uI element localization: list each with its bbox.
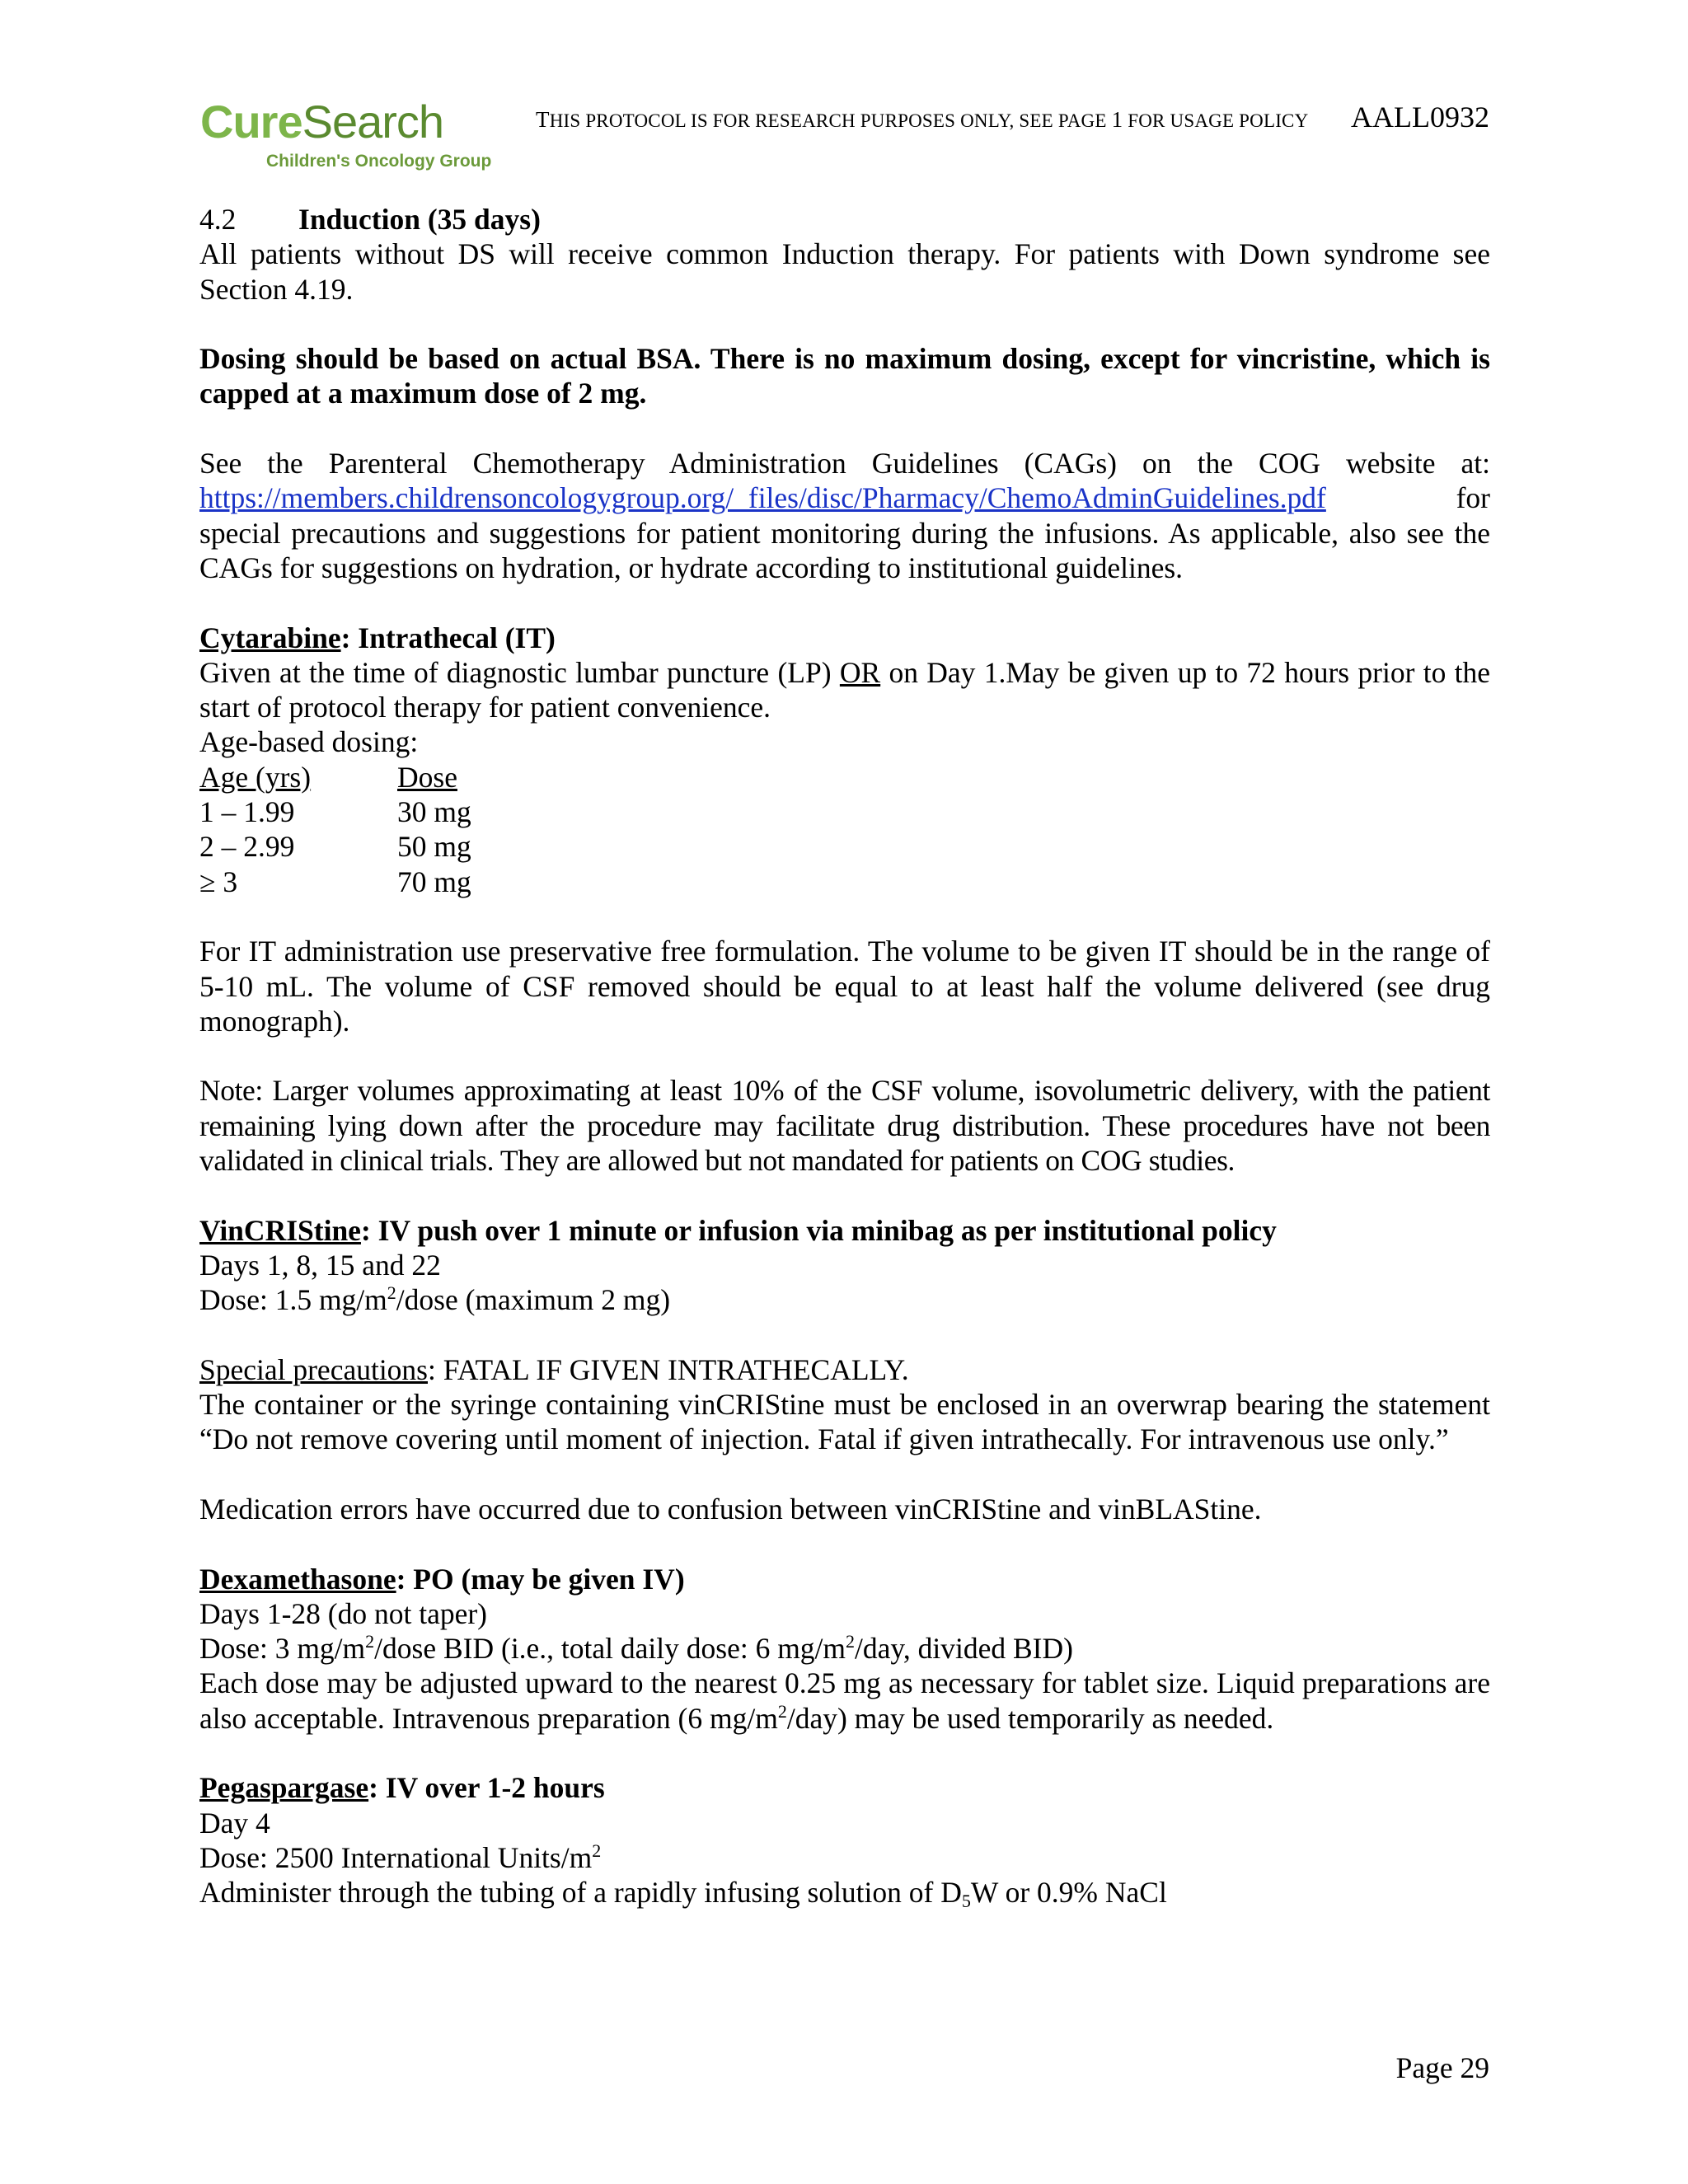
cytarabine-given — [199, 655, 1490, 725]
curesearch-logo — [200, 97, 522, 180]
pegaspargase-route: : IV over 1-2 hours — [368, 1771, 605, 1805]
cytarabine-given-part-2: on Day 1.May be given up to 72 hours prior to the start of protocol therapy for patient convenience. — [199, 655, 1490, 724]
dosing-note: Dosing should be based on actual BSA. There is no maximum dosing, except for vincristine, which is capped at a maximum dose of 2 mg. — [199, 342, 1490, 410]
dexamethasone-dose-a: Dose: 3 mg/m — [199, 1632, 366, 1666]
dexamethasone-heading — [199, 1562, 1490, 1596]
container-note: The container or the syringe containing vinCRIStine must be enclosed in an overwrap bearing the statement “Do not remove covering until moment of injection. Fatal if given intrathecally. For intravenous use only.” — [199, 1388, 1490, 1456]
dexamethasone-dose-b: /dose BID (i.e., total daily dose: 6 mg/m — [374, 1632, 846, 1666]
section-number: 4.2 — [199, 203, 237, 236]
special-precautions-label: Special precautions — [199, 1352, 428, 1386]
table-row — [199, 865, 1490, 899]
cytarabine-route: : Intrathecal (IT) — [340, 621, 556, 654]
vincristine-dose — [199, 1282, 1490, 1317]
logo-subtitle: Children's Oncology Group — [266, 152, 492, 171]
dexamethasone-dose-c: /day, divided BID) — [855, 1632, 1073, 1666]
notice-part-2: , S — [1009, 110, 1030, 131]
notice-part-3: EE PAGE — [1029, 110, 1112, 131]
notice-page-number: 1 — [1111, 107, 1123, 132]
dexamethasone-dose — [199, 1631, 1490, 1666]
dose-table-dose: 30 mg — [397, 795, 471, 829]
dose-table-header-dose: Dose — [397, 760, 457, 794]
pegaspargase-day: Day 4 — [199, 1806, 270, 1840]
dexamethasone-drug-name: Dexamethasone — [199, 1562, 396, 1596]
it-admin-note: For IT administration use preservative free formulation. The volume to be given IT should be in the range of 5-10 mL. The volume of CSF removed should be equal to at least half the volume delivered (see drug monograph). — [199, 935, 1490, 1038]
dose-table-header — [199, 760, 1490, 794]
protocol-id: AALL0932 — [1351, 101, 1489, 134]
pegaspargase-dose-pre: Dose: 2500 International Units/m — [199, 1840, 593, 1874]
cytarabine-given-or: OR — [839, 655, 881, 689]
document-body — [199, 202, 1490, 1910]
cag-rest: special precautions and suggestions for patient monitoring during the infusions. As applicable, also see the CAGs for suggestions on hydration, or hydrate according to institutional guidelines. — [199, 516, 1490, 584]
dose-table-dose: 70 mg — [397, 865, 471, 898]
cag-guidelines-link[interactable]: https://members.childrensoncologygroup.org/_files/disc/Pharmacy/ChemoAdminGuidelines.pdf — [199, 481, 1326, 515]
pegaspargase-drug-name: Pegaspargase — [199, 1771, 369, 1805]
dexamethasone-adjust-sup: 2 — [777, 1700, 787, 1722]
cytarabine-given-part-1: Given at the time of diagnostic lumbar puncture (LP) — [199, 655, 840, 689]
dose-table-header-age: Age (yrs) — [199, 760, 312, 794]
vincristine-heading — [199, 1213, 1490, 1248]
dexamethasone-adjust-b: /day) may be used temporarily as needed. — [786, 1701, 1274, 1735]
table-row — [199, 794, 1490, 829]
dexamethasone-dose-sup-1: 2 — [365, 1631, 375, 1652]
logo-search-text: Search — [302, 96, 444, 148]
vincristine-dose-pre: Dose: 1.5 mg/m — [199, 1283, 387, 1317]
notice-cap-t: T — [536, 107, 550, 132]
pegaspargase-admin-b: W or 0.9% NaCl — [970, 1876, 1167, 1910]
special-precautions — [199, 1352, 1490, 1387]
table-row — [199, 829, 1490, 864]
special-precautions-text: : FATAL IF GIVEN INTRATHECALLY. — [428, 1352, 909, 1386]
pegaspargase-admin-sub: 5 — [961, 1891, 971, 1912]
dexamethasone-dose-sup-2: 2 — [846, 1631, 856, 1652]
vincristine-days: Days 1, 8, 15 and 22 — [199, 1248, 441, 1282]
cag-line-1: See the Parenteral Chemotherapy Administration Guidelines (CAGs) on the COG website at: — [199, 447, 1490, 480]
dexamethasone-adjust-a: Each dose may be adjusted upward to the nearest 0.25 mg as necessary for tablet size. Liquid preparations are also acceptable. Intravenous preparation (6 mg/m — [199, 1666, 1490, 1735]
cytarabine-drug-name: Cytarabine — [199, 621, 341, 654]
section-heading — [199, 202, 1490, 237]
vincristine-dose-sup: 2 — [387, 1282, 396, 1304]
usage-notice — [536, 107, 1308, 133]
dose-table-age: 2 – 2.99 — [199, 830, 295, 864]
cag-link-after: for — [1456, 481, 1490, 515]
dose-table-age: 1 – 1.99 — [199, 795, 295, 829]
dexamethasone-adjust — [199, 1666, 1490, 1736]
section-title: Induction (35 days) — [298, 203, 541, 236]
logo-cure-text: Cure — [200, 96, 302, 148]
logo-wordmark — [200, 97, 443, 147]
vincristine-dose-post: /dose (maximum 2 mg) — [396, 1283, 671, 1317]
age-based-dosing-label: Age-based dosing: — [199, 725, 419, 759]
pegaspargase-dose — [199, 1840, 1490, 1875]
vincristine-route: : IV push over 1 minute or infusion via minibag as per institutional policy — [360, 1213, 1277, 1247]
page-number: Page 29 — [1395, 2051, 1489, 2084]
pegaspargase-admin — [199, 1875, 1490, 1910]
dose-table-dose: 50 mg — [397, 830, 471, 864]
cag-link-line — [199, 480, 1490, 515]
larger-volumes-note: Note: Larger volumes approximating at least 10% of the CSF volume, isovolumetric delivery, with the patient remaining lying down after the procedure may facilitate drug distribution. These procedures have not been validated in clinical trials. They are allowed but not mandated for patients on COG studies. — [199, 1074, 1490, 1178]
medication-errors-note: Medication errors have occurred due to confusion between vinCRIStine and vinBLAStine. — [199, 1492, 1262, 1526]
notice-part-1: HIS PROTOCOL IS FOR RESEARCH PURPOSES ONLY — [549, 110, 1010, 131]
notice-part-5: FOR USAGE POLICY — [1123, 110, 1309, 131]
pegaspargase-admin-a: Administer through the tubing of a rapidly infusing solution of D — [199, 1876, 962, 1910]
dose-table-age: ≥ 3 — [199, 865, 238, 898]
vincristine-drug-name: VinCRIStine — [199, 1213, 361, 1247]
pegaspargase-dose-sup: 2 — [592, 1840, 602, 1861]
pegaspargase-heading — [199, 1770, 1490, 1805]
page-header — [0, 0, 1688, 190]
dexamethasone-days: Days 1-28 (do not taper) — [199, 1596, 487, 1630]
cytarabine-heading — [199, 621, 1490, 655]
section-intro: All patients without DS will receive common Induction therapy. For patients with Down syndrome see Section 4.19. — [199, 237, 1490, 306]
cytarabine-dose-table — [199, 760, 1490, 899]
dexamethasone-route: : PO (may be given IV) — [396, 1562, 685, 1596]
